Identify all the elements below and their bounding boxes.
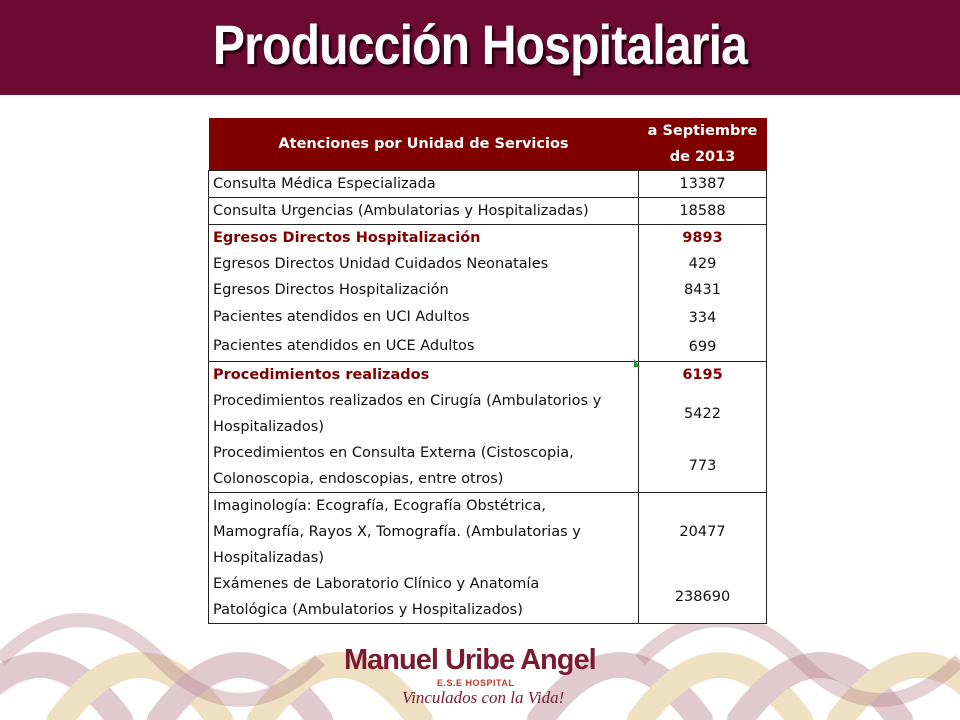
cell-comment-marker-icon xyxy=(634,359,640,367)
row-label: Pacientes atendidos en UCI Adultos xyxy=(209,303,639,332)
row-label-line3: Hospitalizadas) xyxy=(213,550,324,566)
row-value: 238690 xyxy=(639,571,767,624)
row-label-line2: Colonoscopia, endoscopias, entre otros) xyxy=(213,471,504,487)
section-label: Procedimientos realizados xyxy=(209,362,639,389)
row-label-line1: Exámenes de Laboratorio Clínico y Anatomía xyxy=(213,576,540,592)
table-header-row xyxy=(209,118,767,171)
header-label: Atenciones por Unidad de Servicios xyxy=(209,118,639,171)
table-row xyxy=(209,440,767,493)
row-value: 334 xyxy=(639,303,767,332)
row-label-line2: Patológica (Ambulatorios y Hospitalizados) xyxy=(213,602,523,618)
row-label: Consulta Urgencias (Ambulatorias y Hospitalizadas) xyxy=(209,198,639,225)
logo-tagline: Vinculados con la Vida! xyxy=(402,688,565,707)
logo-subtitle: E.S.E HOSPITAL xyxy=(437,678,515,688)
row-label-line1: Procedimientos realizados en Cirugía (Ambulatorios y xyxy=(213,393,602,409)
row-value: 18588 xyxy=(639,198,767,225)
section-row-procedimientos xyxy=(209,362,767,389)
table-row xyxy=(209,198,767,225)
row-value: 699 xyxy=(639,332,767,362)
table-row xyxy=(209,303,767,332)
row-value: 773 xyxy=(639,440,767,493)
table-row xyxy=(209,171,767,198)
header-period xyxy=(639,118,767,171)
row-label-line2: Mamografía, Rayos X, Tomografía. (Ambulatorias y xyxy=(213,524,581,540)
hospital-logo xyxy=(340,644,630,714)
logo-name: Manuel Uribe Angel xyxy=(344,644,596,676)
table-row xyxy=(209,493,767,572)
row-label xyxy=(209,388,639,440)
row-label-line2: Hospitalizados) xyxy=(213,419,324,435)
section-value: 9893 xyxy=(639,225,767,252)
header-period-line2: de 2013 xyxy=(669,149,736,165)
row-value: 13387 xyxy=(639,171,767,198)
row-label xyxy=(209,571,639,624)
table-row xyxy=(209,332,767,362)
row-value: 5422 xyxy=(639,388,767,440)
table-row xyxy=(209,388,767,440)
table-row xyxy=(209,277,767,303)
page-title: Producción Hospitalaria xyxy=(212,13,748,76)
production-table xyxy=(208,118,767,624)
section-value: 6195 xyxy=(639,362,767,389)
row-label: Consulta Médica Especializada xyxy=(209,171,639,198)
title-banner xyxy=(0,0,960,95)
table-row xyxy=(209,251,767,277)
row-label: Pacientes atendidos en UCE Adultos xyxy=(209,332,639,362)
row-label xyxy=(209,440,639,493)
row-value: 8431 xyxy=(639,277,767,303)
header-period-line1: a Septiembre xyxy=(647,123,758,139)
row-label-line1: Procedimientos en Consulta Externa (Cistoscopia, xyxy=(213,445,574,461)
section-row-egresos xyxy=(209,225,767,252)
table-row xyxy=(209,571,767,624)
row-value: 20477 xyxy=(639,493,767,572)
row-value: 429 xyxy=(639,251,767,277)
row-label xyxy=(209,493,639,572)
row-label: Egresos Directos Unidad Cuidados Neonatales xyxy=(209,251,639,277)
row-label-line1: Imaginología: Ecografía, Ecografía Obstétrica, xyxy=(213,498,546,514)
row-label: Egresos Directos Hospitalización xyxy=(209,277,639,303)
section-label: Egresos Directos Hospitalización xyxy=(209,225,639,252)
